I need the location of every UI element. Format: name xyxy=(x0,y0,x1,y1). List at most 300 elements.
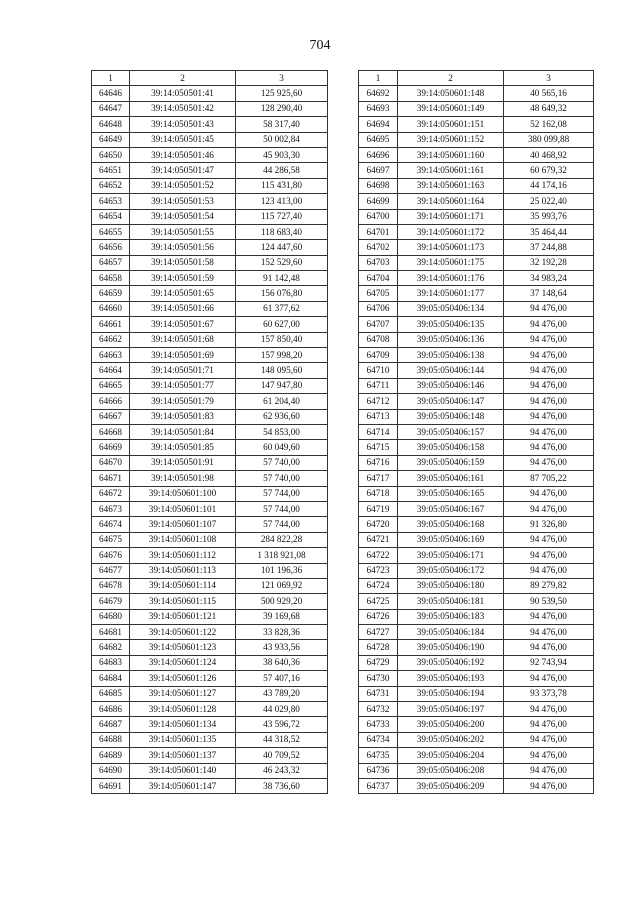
cadastral-number-cell: 39:14:050501:91 xyxy=(130,455,236,470)
cadastral-number-cell: 39:14:050501:46 xyxy=(130,147,236,162)
cadastral-number-cell: 39:05:050406:180 xyxy=(398,578,504,593)
cadastral-number-cell: 39:14:050501:85 xyxy=(130,440,236,455)
row-number-cell: 64713 xyxy=(359,409,398,424)
cadastral-number-cell: 39:14:050501:52 xyxy=(130,178,236,193)
value-cell: 94 476,00 xyxy=(504,409,594,424)
table-row xyxy=(359,378,594,393)
cadastral-number-cell: 39:14:050501:59 xyxy=(130,271,236,286)
value-cell: 40 468,92 xyxy=(504,147,594,162)
value-cell: 157 998,20 xyxy=(236,348,328,363)
column-header-1: 1 xyxy=(92,71,130,86)
cadastral-number-cell: 39:14:050601:100 xyxy=(130,486,236,501)
cadastral-number-cell: 39:14:050601:176 xyxy=(398,271,504,286)
cadastral-number-cell: 39:14:050601:123 xyxy=(130,640,236,655)
table-row xyxy=(359,240,594,255)
row-number-cell: 64669 xyxy=(92,440,130,455)
row-number-cell: 64661 xyxy=(92,317,130,332)
table-row xyxy=(359,101,594,116)
cadastral-number-cell: 39:05:050406:148 xyxy=(398,409,504,424)
cadastral-number-cell: 39:05:050406:165 xyxy=(398,486,504,501)
row-number-cell: 64692 xyxy=(359,86,398,101)
table-row xyxy=(359,117,594,132)
value-cell: 94 476,00 xyxy=(504,563,594,578)
row-number-cell: 64731 xyxy=(359,686,398,701)
left-table-body xyxy=(92,86,328,794)
value-cell: 43 789,20 xyxy=(236,686,328,701)
value-cell: 93 373,78 xyxy=(504,686,594,701)
cadastral-number-cell: 39:05:050406:159 xyxy=(398,455,504,470)
value-cell: 57 744,00 xyxy=(236,501,328,516)
cadastral-number-cell: 39:14:050501:68 xyxy=(130,332,236,347)
cadastral-number-cell: 39:05:050406:204 xyxy=(398,748,504,763)
table-row xyxy=(359,625,594,640)
row-number-cell: 64689 xyxy=(92,748,130,763)
table-row xyxy=(92,486,328,501)
row-number-cell: 64675 xyxy=(92,532,130,547)
row-number-cell: 64729 xyxy=(359,655,398,670)
cadastral-number-cell: 39:05:050406:200 xyxy=(398,717,504,732)
value-cell: 124 447,60 xyxy=(236,240,328,255)
cadastral-number-cell: 39:14:050501:77 xyxy=(130,378,236,393)
value-cell: 94 476,00 xyxy=(504,532,594,547)
value-cell: 128 290,40 xyxy=(236,101,328,116)
value-cell: 101 196,36 xyxy=(236,563,328,578)
table-row xyxy=(92,471,328,486)
row-number-cell: 64720 xyxy=(359,517,398,532)
table-row xyxy=(92,147,328,162)
value-cell: 94 476,00 xyxy=(504,301,594,316)
row-number-cell: 64697 xyxy=(359,163,398,178)
table-row xyxy=(92,548,328,563)
row-number-cell: 64677 xyxy=(92,563,130,578)
cadastral-number-cell: 39:14:050501:58 xyxy=(130,255,236,270)
value-cell: 118 683,40 xyxy=(236,224,328,239)
value-cell: 94 476,00 xyxy=(504,702,594,717)
row-number-cell: 64702 xyxy=(359,240,398,255)
table-row xyxy=(359,563,594,578)
cadastral-number-cell: 39:14:050501:67 xyxy=(130,317,236,332)
row-number-cell: 64672 xyxy=(92,486,130,501)
table-row xyxy=(359,317,594,332)
row-number-cell: 64708 xyxy=(359,332,398,347)
value-cell: 25 022,40 xyxy=(504,194,594,209)
value-cell: 60 049,60 xyxy=(236,440,328,455)
value-cell: 52 162,08 xyxy=(504,117,594,132)
table-row xyxy=(92,317,328,332)
row-number-cell: 64695 xyxy=(359,132,398,147)
value-cell: 44 286,58 xyxy=(236,163,328,178)
table-row xyxy=(92,763,328,778)
value-cell: 40 565,16 xyxy=(504,86,594,101)
row-number-cell: 64678 xyxy=(92,578,130,593)
table-row xyxy=(359,424,594,439)
value-cell: 57 407,16 xyxy=(236,671,328,686)
table-row xyxy=(359,255,594,270)
cadastral-number-cell: 39:05:050406:135 xyxy=(398,317,504,332)
value-cell: 48 649,32 xyxy=(504,101,594,116)
row-number-cell: 64660 xyxy=(92,301,130,316)
row-number-cell: 64722 xyxy=(359,548,398,563)
value-cell: 39 169,68 xyxy=(236,609,328,624)
row-number-cell: 64656 xyxy=(92,240,130,255)
row-number-cell: 64651 xyxy=(92,163,130,178)
cadastral-number-cell: 39:14:050601:114 xyxy=(130,578,236,593)
table-row xyxy=(359,132,594,147)
table-row xyxy=(359,763,594,778)
table-row xyxy=(92,594,328,609)
value-cell: 43 933,56 xyxy=(236,640,328,655)
row-number-cell: 64693 xyxy=(359,101,398,116)
cadastral-number-cell: 39:14:050601:160 xyxy=(398,147,504,162)
row-number-cell: 64688 xyxy=(92,732,130,747)
row-number-cell: 64698 xyxy=(359,178,398,193)
left-register-table xyxy=(91,70,328,794)
value-cell: 115 727,40 xyxy=(236,209,328,224)
value-cell: 37 244,88 xyxy=(504,240,594,255)
cadastral-number-cell: 39:14:050601:137 xyxy=(130,748,236,763)
row-number-cell: 64646 xyxy=(92,86,130,101)
row-number-cell: 64691 xyxy=(92,778,130,793)
cadastral-number-cell: 39:14:050601:112 xyxy=(130,548,236,563)
table-row xyxy=(92,163,328,178)
cadastral-number-cell: 39:14:050601:126 xyxy=(130,671,236,686)
row-number-cell: 64704 xyxy=(359,271,398,286)
value-cell: 38 736,60 xyxy=(236,778,328,793)
table-row xyxy=(359,440,594,455)
row-number-cell: 64668 xyxy=(92,424,130,439)
row-number-cell: 64736 xyxy=(359,763,398,778)
row-number-cell: 64648 xyxy=(92,117,130,132)
cadastral-number-cell: 39:05:050406:136 xyxy=(398,332,504,347)
page-number: 704 xyxy=(309,38,331,53)
table-row xyxy=(359,286,594,301)
table-row xyxy=(92,178,328,193)
table-row xyxy=(92,255,328,270)
table-row xyxy=(92,301,328,316)
cadastral-number-cell: 39:14:050601:163 xyxy=(398,178,504,193)
cadastral-number-cell: 39:14:050601:151 xyxy=(398,117,504,132)
row-number-cell: 64728 xyxy=(359,640,398,655)
value-cell: 92 743,94 xyxy=(504,655,594,670)
row-number-cell: 64709 xyxy=(359,348,398,363)
row-number-cell: 64664 xyxy=(92,363,130,378)
value-cell: 89 279,82 xyxy=(504,578,594,593)
value-cell: 115 431,80 xyxy=(236,178,328,193)
row-number-cell: 64716 xyxy=(359,455,398,470)
cadastral-number-cell: 39:14:050501:47 xyxy=(130,163,236,178)
value-cell: 61 204,40 xyxy=(236,394,328,409)
row-number-cell: 64727 xyxy=(359,625,398,640)
table-row xyxy=(92,209,328,224)
cadastral-number-cell: 39:14:050501:42 xyxy=(130,101,236,116)
table-row xyxy=(359,271,594,286)
row-number-cell: 64654 xyxy=(92,209,130,224)
cadastral-number-cell: 39:05:050406:193 xyxy=(398,671,504,686)
value-cell: 156 076,80 xyxy=(236,286,328,301)
table-row xyxy=(92,101,328,116)
table-row xyxy=(92,532,328,547)
cadastral-number-cell: 39:14:050501:84 xyxy=(130,424,236,439)
row-number-cell: 64670 xyxy=(92,455,130,470)
row-number-cell: 64694 xyxy=(359,117,398,132)
cadastral-number-cell: 39:14:050501:79 xyxy=(130,394,236,409)
value-cell: 35 464,44 xyxy=(504,224,594,239)
value-cell: 91 326,80 xyxy=(504,517,594,532)
value-cell: 148 095,60 xyxy=(236,363,328,378)
value-cell: 35 993,76 xyxy=(504,209,594,224)
table-row xyxy=(92,394,328,409)
row-number-cell: 64705 xyxy=(359,286,398,301)
table-row xyxy=(92,440,328,455)
table-row xyxy=(92,702,328,717)
row-number-cell: 64652 xyxy=(92,178,130,193)
cadastral-number-cell: 39:14:050601:108 xyxy=(130,532,236,547)
table-row xyxy=(92,578,328,593)
value-cell: 94 476,00 xyxy=(504,625,594,640)
cadastral-number-cell: 39:05:050406:208 xyxy=(398,763,504,778)
cadastral-number-cell: 39:14:050501:56 xyxy=(130,240,236,255)
table-row xyxy=(92,778,328,793)
row-number-cell: 64733 xyxy=(359,717,398,732)
value-cell: 94 476,00 xyxy=(504,455,594,470)
value-cell: 57 744,00 xyxy=(236,517,328,532)
value-cell: 1 318 921,08 xyxy=(236,548,328,563)
value-cell: 94 476,00 xyxy=(504,501,594,516)
value-cell: 125 925,60 xyxy=(236,86,328,101)
row-number-cell: 64685 xyxy=(92,686,130,701)
row-number-cell: 64657 xyxy=(92,255,130,270)
cadastral-number-cell: 39:05:050406:167 xyxy=(398,501,504,516)
value-cell: 44 174,16 xyxy=(504,178,594,193)
table-row xyxy=(92,240,328,255)
table-header-row xyxy=(359,71,594,86)
cadastral-number-cell: 39:05:050406:184 xyxy=(398,625,504,640)
row-number-cell: 64679 xyxy=(92,594,130,609)
value-cell: 46 243,32 xyxy=(236,763,328,778)
value-cell: 147 947,80 xyxy=(236,378,328,393)
table-row xyxy=(92,625,328,640)
cadastral-number-cell: 39:14:050601:124 xyxy=(130,655,236,670)
value-cell: 44 029,80 xyxy=(236,702,328,717)
value-cell: 94 476,00 xyxy=(504,440,594,455)
row-number-cell: 64701 xyxy=(359,224,398,239)
column-header-1: 1 xyxy=(359,71,398,86)
value-cell: 58 317,40 xyxy=(236,117,328,132)
table-row xyxy=(92,717,328,732)
value-cell: 38 640,36 xyxy=(236,655,328,670)
table-row xyxy=(359,209,594,224)
table-row xyxy=(92,686,328,701)
cadastral-number-cell: 39:14:050501:43 xyxy=(130,117,236,132)
right-table-body xyxy=(359,86,594,794)
cadastral-number-cell: 39:05:050406:138 xyxy=(398,348,504,363)
table-row xyxy=(92,286,328,301)
table-row xyxy=(92,86,328,101)
table-row xyxy=(92,424,328,439)
table-row xyxy=(92,640,328,655)
table-row xyxy=(359,301,594,316)
value-cell: 90 539,50 xyxy=(504,594,594,609)
value-cell: 94 476,00 xyxy=(504,548,594,563)
table-row xyxy=(92,117,328,132)
table-row xyxy=(92,455,328,470)
table-row xyxy=(92,748,328,763)
row-number-cell: 64717 xyxy=(359,471,398,486)
table-row xyxy=(359,548,594,563)
row-number-cell: 64649 xyxy=(92,132,130,147)
cadastral-number-cell: 39:05:050406:192 xyxy=(398,655,504,670)
table-row xyxy=(92,655,328,670)
table-row xyxy=(359,717,594,732)
table-row xyxy=(92,501,328,516)
table-row xyxy=(359,455,594,470)
table-row xyxy=(359,640,594,655)
row-number-cell: 64650 xyxy=(92,147,130,162)
value-cell: 94 476,00 xyxy=(504,609,594,624)
value-cell: 40 709,52 xyxy=(236,748,328,763)
row-number-cell: 64681 xyxy=(92,625,130,640)
cadastral-number-cell: 39:14:050601:134 xyxy=(130,717,236,732)
value-cell: 94 476,00 xyxy=(504,778,594,793)
row-number-cell: 64723 xyxy=(359,563,398,578)
cadastral-number-cell: 39:05:050406:171 xyxy=(398,548,504,563)
row-number-cell: 64690 xyxy=(92,763,130,778)
cadastral-number-cell: 39:14:050601:122 xyxy=(130,625,236,640)
value-cell: 94 476,00 xyxy=(504,486,594,501)
table-row xyxy=(359,471,594,486)
cadastral-number-cell: 39:14:050601:164 xyxy=(398,194,504,209)
row-number-cell: 64707 xyxy=(359,317,398,332)
value-cell: 32 192,28 xyxy=(504,255,594,270)
table-row xyxy=(92,132,328,147)
table-row xyxy=(359,486,594,501)
row-number-cell: 64706 xyxy=(359,301,398,316)
value-cell: 500 929,20 xyxy=(236,594,328,609)
value-cell: 94 476,00 xyxy=(504,763,594,778)
cadastral-number-cell: 39:05:050406:158 xyxy=(398,440,504,455)
row-number-cell: 64673 xyxy=(92,501,130,516)
row-number-cell: 64687 xyxy=(92,717,130,732)
cadastral-number-cell: 39:14:050601:172 xyxy=(398,224,504,239)
table-row xyxy=(359,147,594,162)
row-number-cell: 64647 xyxy=(92,101,130,116)
value-cell: 94 476,00 xyxy=(504,317,594,332)
table-row xyxy=(359,778,594,793)
row-number-cell: 64730 xyxy=(359,671,398,686)
cadastral-number-cell: 39:14:050501:71 xyxy=(130,363,236,378)
row-number-cell: 64686 xyxy=(92,702,130,717)
cadastral-number-cell: 39:14:050601:161 xyxy=(398,163,504,178)
row-number-cell: 64724 xyxy=(359,578,398,593)
cadastral-number-cell: 39:05:050406:168 xyxy=(398,517,504,532)
cadastral-number-cell: 39:05:050406:172 xyxy=(398,563,504,578)
row-number-cell: 64653 xyxy=(92,194,130,209)
row-number-cell: 64674 xyxy=(92,517,130,532)
value-cell: 43 596,72 xyxy=(236,717,328,732)
cadastral-number-cell: 39:14:050501:65 xyxy=(130,286,236,301)
value-cell: 45 903,30 xyxy=(236,147,328,162)
cadastral-number-cell: 39:14:050601:101 xyxy=(130,501,236,516)
row-number-cell: 64721 xyxy=(359,532,398,547)
row-number-cell: 64696 xyxy=(359,147,398,162)
value-cell: 94 476,00 xyxy=(504,378,594,393)
row-number-cell: 64665 xyxy=(92,378,130,393)
cadastral-number-cell: 39:14:050501:69 xyxy=(130,348,236,363)
cadastral-number-cell: 39:14:050601:113 xyxy=(130,563,236,578)
row-number-cell: 64667 xyxy=(92,409,130,424)
cadastral-number-cell: 39:05:050406:202 xyxy=(398,732,504,747)
row-number-cell: 64663 xyxy=(92,348,130,363)
value-cell: 57 744,00 xyxy=(236,486,328,501)
table-row xyxy=(92,332,328,347)
value-cell: 94 476,00 xyxy=(504,332,594,347)
cadastral-number-cell: 39:14:050501:66 xyxy=(130,301,236,316)
value-cell: 123 413,00 xyxy=(236,194,328,209)
value-cell: 54 853,00 xyxy=(236,424,328,439)
column-header-2: 2 xyxy=(130,71,236,86)
table-row xyxy=(92,732,328,747)
row-number-cell: 64712 xyxy=(359,394,398,409)
row-number-cell: 64680 xyxy=(92,609,130,624)
cadastral-number-cell: 39:14:050601:107 xyxy=(130,517,236,532)
table-row xyxy=(359,394,594,409)
cadastral-number-cell: 39:14:050601:175 xyxy=(398,255,504,270)
row-number-cell: 64703 xyxy=(359,255,398,270)
cadastral-number-cell: 39:14:050501:53 xyxy=(130,194,236,209)
row-number-cell: 64682 xyxy=(92,640,130,655)
table-row xyxy=(359,702,594,717)
row-number-cell: 64699 xyxy=(359,194,398,209)
value-cell: 94 476,00 xyxy=(504,640,594,655)
value-cell: 94 476,00 xyxy=(504,717,594,732)
cadastral-number-cell: 39:05:050406:181 xyxy=(398,594,504,609)
cadastral-number-cell: 39:14:050601:173 xyxy=(398,240,504,255)
table-row xyxy=(359,655,594,670)
row-number-cell: 64737 xyxy=(359,778,398,793)
cadastral-number-cell: 39:14:050601:147 xyxy=(130,778,236,793)
column-header-3: 3 xyxy=(504,71,594,86)
cadastral-number-cell: 39:14:050501:54 xyxy=(130,209,236,224)
value-cell: 34 983,24 xyxy=(504,271,594,286)
cadastral-number-cell: 39:14:050601:177 xyxy=(398,286,504,301)
table-row xyxy=(359,517,594,532)
table-header-row xyxy=(92,71,328,86)
table-row xyxy=(359,594,594,609)
row-number-cell: 64655 xyxy=(92,224,130,239)
value-cell: 37 148,64 xyxy=(504,286,594,301)
table-row xyxy=(92,378,328,393)
cadastral-number-cell: 39:14:050501:83 xyxy=(130,409,236,424)
value-cell: 50 002,84 xyxy=(236,132,328,147)
row-number-cell: 64659 xyxy=(92,286,130,301)
value-cell: 94 476,00 xyxy=(504,671,594,686)
row-number-cell: 64726 xyxy=(359,609,398,624)
cadastral-number-cell: 39:14:050601:149 xyxy=(398,101,504,116)
table-row xyxy=(359,332,594,347)
table-row xyxy=(359,409,594,424)
column-header-3: 3 xyxy=(236,71,328,86)
cadastral-number-cell: 39:14:050601:121 xyxy=(130,609,236,624)
table-row xyxy=(92,409,328,424)
row-number-cell: 64662 xyxy=(92,332,130,347)
cadastral-number-cell: 39:05:050406:209 xyxy=(398,778,504,793)
cadastral-number-cell: 39:05:050406:161 xyxy=(398,471,504,486)
table-row xyxy=(359,224,594,239)
row-number-cell: 64715 xyxy=(359,440,398,455)
table-row xyxy=(359,686,594,701)
table-row xyxy=(92,609,328,624)
cadastral-number-cell: 39:05:050406:134 xyxy=(398,301,504,316)
